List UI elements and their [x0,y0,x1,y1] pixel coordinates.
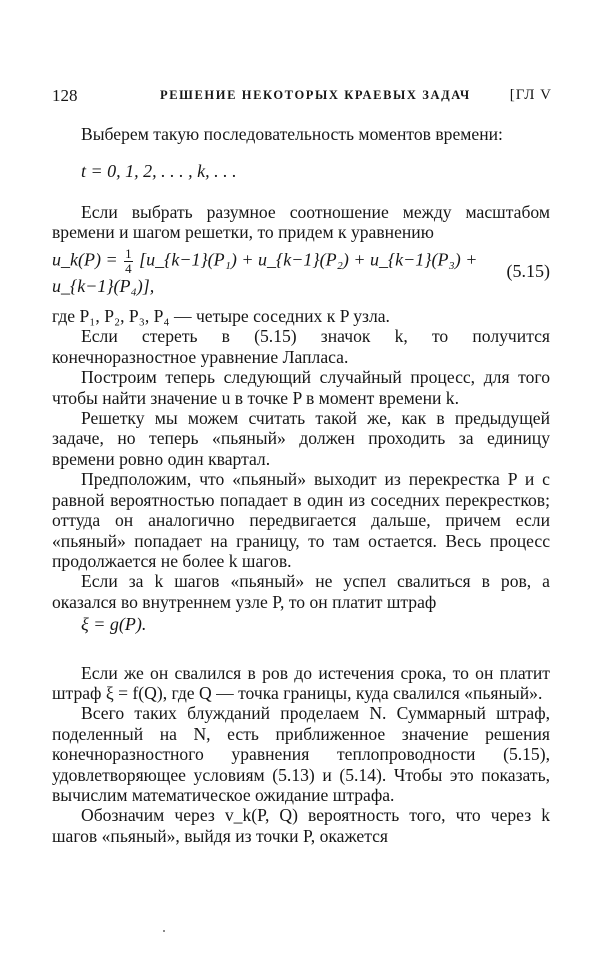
paragraph: Предположим, что «пьяный» выходит из перекрестка P и с равной вероятностью попадает в один из соседних перекрестков; оттуда он аналогично передвигается дальше, причем если «пьяный» попадает на границу, то там остается. Весь процесс продолжается не более k шагов. [52,469,550,571]
running-title: РЕШЕНИЕ НЕКОТОРЫХ КРАЕВЫХ ЗАДАЧ [160,88,471,102]
equation-lhs: u_k(P) = [52,249,118,270]
paragraph: Обозначим через v_k(P, Q) вероятность того, что через k шагов «пьяный», выйдя из точки P, окажется [52,805,550,846]
fraction-denominator: 4 [125,260,132,276]
paragraph: Если стереть в (5.15) значок k, то получится конечноразностное уравнение Лапласа. [52,326,550,367]
paragraph: Решетку мы можем считать такой же, как в предыдущей задаче, но теперь «пьяный» должен проходить за единицу времени ровно один квартал. [52,408,550,469]
running-header [52,86,552,108]
formula-time-sequence: t = 0, 1, 2, . . . , k, . . . [81,161,237,182]
paragraph: Если за k шагов «пьяный» не успел свалиться в ров, а оказался во внутреннем узле P, то он платит штраф [52,571,550,612]
formula-penalty: ξ = g(P). [81,614,147,635]
page-body [52,124,550,846]
print-speck [163,930,165,932]
paragraph: Всего таких блужданий проделаем N. Суммарный штраф, поделенный на N, есть приближенное значение решения конечноразностного уравнения теплопроводности (5.15), удовлетворяющее условиям (5.13) и (5.14). Чтобы это показать, вычислим математическое ожидание штрафа. [52,703,550,805]
fraction-numerator: 1 [125,245,132,261]
equation-body [52,247,507,296]
equation-rhs: [u_{k−1}(P₁) + u_{k−1}(P₂) + u_{k−1}(P₃) + u_{k−1}(P₄)], [52,249,478,296]
paragraph: Если же он свалился в ров до истечения срока, то он платит штраф ξ = f(Q), где Q — точка границы, куда свалился «пьяный». [52,662,550,703]
equation-5-15 [52,243,550,306]
fraction-one-quarter [124,247,133,276]
paragraph: Если выбрать разумное соотношение между масштабом времени и шагом решетки, то придем к уравнению [52,201,550,243]
paragraph: Выберем такую последовательность моментов времени: [81,124,503,144]
chapter-label: [ГЛ V [509,87,552,103]
equation-number: (5.15) [506,261,550,282]
paragraph: Построим теперь следующий случайный процесс, для того чтобы найти значение u в точке P в момент времени k. [52,367,550,408]
paragraph: где P₁, P₂, P₃, P₄ — четыре соседних к P узла. [52,306,390,327]
page-number: 128 [52,86,78,105]
